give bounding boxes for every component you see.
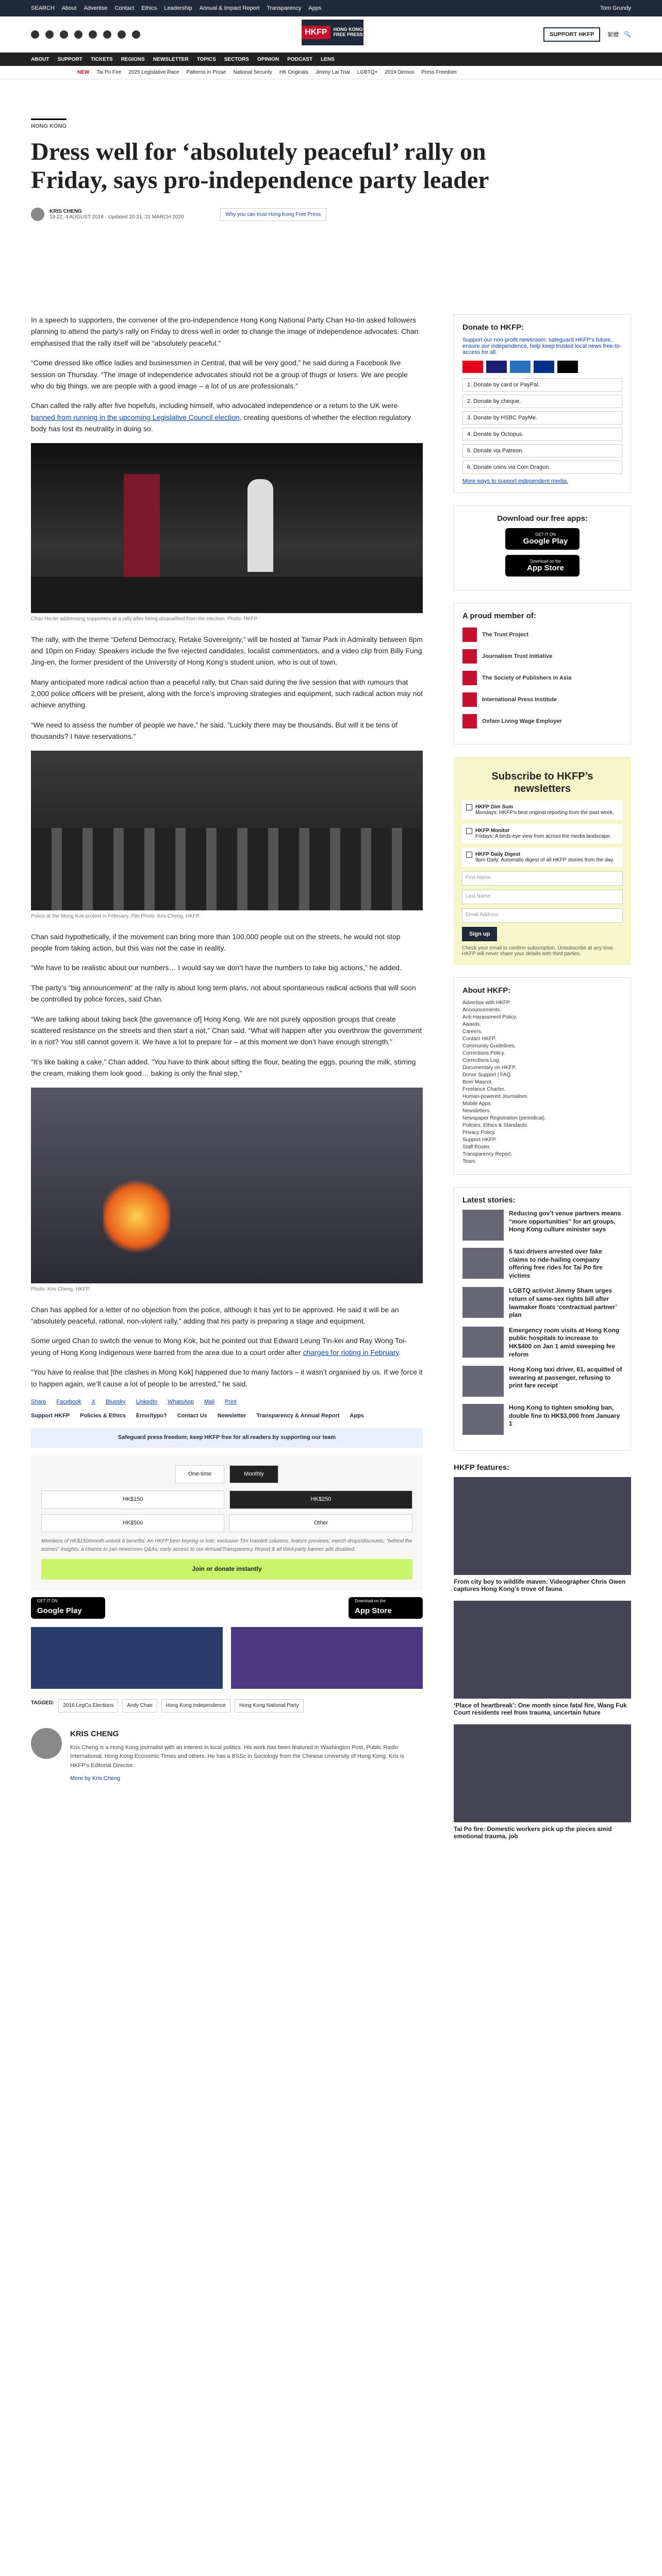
story-title[interactable]: Reducing gov’t venue partners means “more opportunities” for art groups, Hong Kong culture minister says xyxy=(509,1210,621,1233)
banner-flag xyxy=(124,474,160,587)
last-name-input[interactable]: Last Name xyxy=(462,890,623,904)
subnav-item[interactable]: 2019 Demos xyxy=(385,70,415,75)
paragraph: “You have to realise that [the clashes in Mong Kok] happened due to many factors – it wasn’t organised by us. If we force it to happen again, we’ll cause a lot of people to be arrested,” he said. xyxy=(31,1368,423,1388)
features-list xyxy=(454,1477,631,1840)
amount-option[interactable]: HK$250 xyxy=(229,1490,412,1509)
paragraph: “Come dressed like office ladies and businessmen in Central, that will be very good,” he said during a Facebook live session on Thursday. “The image of independence advocates should not be a group of thugs or losers. We are people who do big things, we are people with a good image – a lot of us are professionals.” xyxy=(31,359,408,390)
instagram-icon[interactable] xyxy=(60,30,68,39)
payment-icons xyxy=(462,361,622,373)
newsletter-option[interactable] xyxy=(462,800,623,820)
story-title[interactable]: Hong Kong taxi driver, 61, acquitted of swearing at passenger, refusing to print fare receipt xyxy=(509,1366,622,1389)
text: Google Play xyxy=(523,537,568,546)
nav-item-sectors[interactable]: SECTORS xyxy=(224,56,249,62)
donate-option[interactable]: 5. Donate via Patreon. xyxy=(462,444,622,457)
mastercard-icon xyxy=(462,361,483,373)
story-title[interactable]: 5 taxi drivers arrested over fake claims to ride-hailing company offering free rides for Tai Po fire victims xyxy=(509,1248,603,1279)
share-link-mail[interactable]: Mail xyxy=(204,1398,215,1405)
author-name[interactable]: KRIS CHENG xyxy=(49,209,82,215)
newsletter-name: HKFP Dim Sum xyxy=(475,804,514,810)
nav-item-support[interactable]: SUPPORT xyxy=(57,56,82,62)
language-toggle[interactable]: 繁體 xyxy=(607,31,619,38)
text: , creating questions of whether the election regulatory body has lost its neutrality in doing so. xyxy=(31,413,411,433)
social-icons xyxy=(31,30,140,39)
crowd xyxy=(31,577,423,613)
latest-box xyxy=(454,1187,631,1451)
author-box xyxy=(31,1728,423,1784)
caption: Photo: Kris Cheng, HKFP. xyxy=(31,1286,90,1292)
latest-story[interactable] xyxy=(462,1287,622,1319)
subnav-item[interactable]: 2025 Legislative Race xyxy=(128,70,179,75)
donate-option[interactable]: 1. Donate by card or PayPal. xyxy=(462,378,622,392)
rss-icon[interactable] xyxy=(132,30,140,39)
subnav-item[interactable]: Patterns in Prose xyxy=(186,70,226,75)
about-link[interactable]: Transparency Report. xyxy=(462,1151,512,1157)
nav-item-regions[interactable]: REGIONS xyxy=(121,56,145,62)
story-title[interactable]: LGBTQ activist Jimmy Sham urges return of same-sex rights bill after lawmaker floats ‘contractual partner’ plan xyxy=(509,1287,617,1319)
signup-button[interactable]: Sign up xyxy=(462,927,497,941)
about-link[interactable]: Corrections Log. xyxy=(462,1058,501,1063)
newsletter-desc: Fridays: A birds-eye view from across the media landscape. xyxy=(475,834,611,839)
frequency-tab[interactable]: Monthly xyxy=(229,1465,278,1484)
newsletter-box xyxy=(454,757,631,965)
category-kicker[interactable]: HONG KONG xyxy=(31,118,67,129)
footer-link[interactable]: Support HKFP xyxy=(31,1413,70,1419)
about-link[interactable]: Announcements. xyxy=(462,1007,502,1013)
paypal-icon xyxy=(534,361,554,373)
donate-option[interactable]: 4. Donate by Octopus. xyxy=(462,428,622,441)
member-logo-icon xyxy=(462,692,477,707)
checkbox-icon[interactable] xyxy=(466,852,472,858)
member-item[interactable] xyxy=(462,649,622,664)
about-link[interactable]: Careers. xyxy=(462,1029,483,1035)
article-body xyxy=(31,314,423,1784)
donate-options xyxy=(462,378,622,474)
footer-link[interactable]: Newsletter xyxy=(217,1413,246,1419)
share-link-facebook[interactable]: Facebook xyxy=(56,1398,81,1405)
newsletter-text xyxy=(475,804,614,816)
subnav-item[interactable]: LGBTQ+ xyxy=(357,70,378,75)
latest-story[interactable] xyxy=(462,1327,622,1359)
latest-story[interactable] xyxy=(462,1404,622,1435)
author-bio: Kris Cheng is a Hong Kong journalist with an interest in local politics. His work has been featured in Washington Post, Public Radio International, Hong Kong Economic Times and others. He has a BSSc in Sociology from the Chinese University of Hong Kong. Kris is HKFP’s Editorial Director. xyxy=(70,1744,405,1769)
ethics-link[interactable]: Ethics xyxy=(141,5,157,11)
fire xyxy=(103,1180,170,1252)
latest-story[interactable] xyxy=(462,1210,622,1241)
author-name[interactable]: KRIS CHENG xyxy=(70,1729,119,1738)
member-name: International Press Institute xyxy=(482,697,557,703)
about-link[interactable]: Policies, Ethics & Standards. xyxy=(462,1123,528,1128)
feature-image[interactable] xyxy=(454,1601,631,1699)
member-name: Journalism Trust Initiative xyxy=(482,653,553,659)
paragraph: Chan said hypothetically, if the movement can bring more than 100,000 people out on the streets, he would not stop people from taking action, but this was not the case in reality. xyxy=(31,932,401,953)
visa-icon xyxy=(486,361,507,373)
caption: Police at the Mong Kok protest in February. File Photo: Kris Cheng, HKFP. xyxy=(31,913,201,919)
footer-link[interactable]: Contact Us xyxy=(177,1413,207,1419)
share-link-linkedin[interactable]: LinkedIn xyxy=(136,1398,158,1405)
sub-nav xyxy=(0,66,662,79)
tag[interactable]: Hong Kong National Party xyxy=(235,1699,304,1713)
about-link[interactable]: Advertise with HKFP. xyxy=(462,1000,511,1006)
nav-item-opinion[interactable]: OPINION xyxy=(257,56,279,62)
frequency-tabs xyxy=(175,1465,278,1484)
features-box xyxy=(454,1463,631,1840)
feature-title[interactable]: From city boy to wildlife maven: Videographer Chris Owen captures Hong Kong’s trove of fauna xyxy=(454,1578,626,1593)
about-box xyxy=(454,977,631,1175)
contact-link[interactable]: Contact xyxy=(114,5,135,11)
benefits-note: Members of HK$150/month unlock 6 benefits: An HKFP beer keyring or tote; exclusive Tim Hamlett columns; feature previews; merch drops/discounts; “behind the scenes” insights; a chance to join newsroom Q&As; early access to our Annual/Transparency Report & all third-party banner ads disabled. xyxy=(41,1538,412,1553)
text: Download on the xyxy=(355,1599,386,1604)
latest-story[interactable] xyxy=(462,1248,622,1280)
about-link[interactable]: Human-powered Journalism. xyxy=(462,1094,528,1099)
photo-fire xyxy=(31,1088,423,1283)
text: GET IT ON xyxy=(535,532,556,537)
about-link[interactable]: Team. xyxy=(462,1159,477,1164)
avatar[interactable] xyxy=(31,1728,62,1759)
hkfp-logo[interactable] xyxy=(302,20,363,45)
features-title: HKFP features: xyxy=(454,1463,510,1472)
about-link[interactable]: Mobile Apps. xyxy=(462,1101,492,1107)
byline: KRIS CHENG 19:22, 4 AUGUST 2018 · Updated 20:21, 21 MARCH 2020 Why you can trust Hong Kong Free Press xyxy=(31,208,631,221)
footer-link[interactable]: Policies & Ethics xyxy=(80,1413,126,1419)
feature-title[interactable]: Tai Po fire: Domestic workers pick up the pieces amid emotional trauma, job xyxy=(454,1825,612,1840)
donate-option[interactable]: 2. Donate by cheque. xyxy=(462,395,622,408)
footer-link[interactable]: Transparency & Annual Report xyxy=(256,1413,340,1419)
feature-image[interactable] xyxy=(454,1724,631,1822)
ethics-promo[interactable] xyxy=(31,1627,223,1689)
member-logo-icon xyxy=(462,714,477,728)
about-link[interactable]: Anti-Harassment Policy. xyxy=(462,1014,517,1020)
nav-item-topics[interactable]: TOPICS xyxy=(196,56,216,62)
amount-option[interactable]: Other xyxy=(229,1514,412,1533)
search-link[interactable]: SEARCH xyxy=(31,5,55,11)
nav-item-tickets[interactable]: TICKETS xyxy=(90,56,113,62)
story-thumbnail[interactable] xyxy=(462,1287,504,1318)
newsletter-name: HKFP Daily Digest xyxy=(475,852,521,857)
promo-tiles xyxy=(31,1627,423,1689)
story-thumbnail[interactable] xyxy=(462,1327,504,1358)
first-name-input[interactable]: First Name xyxy=(462,871,623,886)
member-list xyxy=(462,628,622,728)
subnav-item[interactable]: National Security xyxy=(233,70,272,75)
amex-icon xyxy=(510,361,531,373)
about-link[interactable]: Newspaper Registration (periodical). xyxy=(462,1115,546,1121)
annual-report-link[interactable]: Annual & Impact Report xyxy=(199,5,260,11)
about-link[interactable]: Awards. xyxy=(462,1022,481,1027)
tag[interactable]: Hong Kong Independence xyxy=(161,1699,230,1713)
user-link[interactable]: Tom Grundy xyxy=(600,5,631,11)
newsletter-list xyxy=(462,800,623,867)
paragraph: Chan has applied for a letter of no objection from the police, although it has yet to be approved. He said it will be an “absolutely peaceful, rational, non-violent rally,” adding that his party is preparing a stage and equipment. xyxy=(31,1305,399,1325)
member-logo-icon xyxy=(462,649,477,664)
paragraph: “We have to be realistic about our numbers… I would say we don’t have the numbers to take big actions,” he added. xyxy=(31,963,402,972)
share-link-share: Share xyxy=(31,1398,46,1405)
paragraph: The party’s “big announcement” at the rally is about long term plans, not about spontaneous radical actions that will soon be controlled by police forces, said Chan. xyxy=(31,983,416,1004)
more-by-link[interactable]: More by Kris Cheng xyxy=(70,1775,121,1782)
updated-date: Updated 20:21, 21 MARCH 2020 xyxy=(108,214,184,221)
subnav-item[interactable]: Press Freedom xyxy=(421,70,457,75)
support-hkfp-button[interactable]: SUPPORT HKFP xyxy=(543,27,600,42)
paragraph xyxy=(31,1335,423,1358)
tag-list xyxy=(31,1699,423,1713)
donate-title: Donate to HKFP: xyxy=(462,323,524,332)
text: App Store xyxy=(355,1606,392,1616)
tags-label: TAGGED: xyxy=(31,1700,55,1706)
latest-list xyxy=(462,1210,622,1435)
paragraph: The rally, with the theme “Defend Democracy, Retake Sovereignty,” will be hosted at Tamar Park in Admiralty between 8pm and 10pm on Friday. Speakers include the five rejected candidates, localist commentators, and a video clip from Billy Fung Jing-en, the former president of the University of Hong Kong’s student union, who is out of town. xyxy=(31,635,423,667)
story-thumbnail[interactable] xyxy=(462,1248,504,1279)
more-ways-link[interactable]: More ways to support independent media. xyxy=(462,478,568,484)
newsletter-title: Subscribe to HKFP’s newsletters xyxy=(491,771,593,794)
nav-item-lens[interactable]: LENS xyxy=(321,56,335,62)
story-title[interactable]: Emergency room visits at Hong Kong public hospitals to increase to HK$400 on Jan 1 amid sweeping fee reform xyxy=(509,1326,620,1358)
about-link[interactable]: About xyxy=(61,5,77,11)
share-link-whatsapp[interactable]: WhatsApp xyxy=(168,1398,194,1405)
publish-date: 19:22, 4 AUGUST 2018 xyxy=(49,214,104,221)
member-item[interactable] xyxy=(462,692,622,707)
footer-link[interactable]: Error/typo? xyxy=(136,1413,167,1419)
text: Google Play xyxy=(37,1606,82,1616)
text: . xyxy=(399,1348,401,1357)
paragraph: In a speech to supporters, the convener of the pro-independence Hong Kong National Party Chan Ho-tin asked followers planning to attend the party’s rally on Friday to dress well in order to change the image of independence advocates. Chan emphasised that the rally itself will be “absolutely peaceful.” xyxy=(31,316,419,347)
app-store-button[interactable] xyxy=(349,1597,423,1619)
logo-mark: HKFP xyxy=(302,26,330,39)
latest-story[interactable] xyxy=(462,1366,622,1397)
tag[interactable]: Andy Chan xyxy=(122,1699,157,1713)
google-play-button[interactable] xyxy=(505,528,580,550)
paragraph: “It’s like baking a cake,” Chan added. “You have to think about sifting the flour, beating the eggs, pouring the milk, stirring the cream, making them look good… baking is only the final step.” xyxy=(31,1057,416,1078)
newsletter-name: HKFP Monitor xyxy=(475,828,510,834)
facebook-icon[interactable] xyxy=(31,30,39,39)
amount-options xyxy=(41,1514,412,1533)
about-link[interactable]: Corrections Policy. xyxy=(462,1050,505,1056)
nav-item-podcast[interactable]: PODCAST xyxy=(287,56,313,62)
about-title: About HKFP: xyxy=(462,986,511,995)
support-promo[interactable] xyxy=(231,1627,423,1689)
photo-rally xyxy=(31,443,423,613)
newsletter-desc: Mondays: HKFP’s best original reporting from the past week. xyxy=(475,810,614,816)
about-link[interactable]: Community Guidelines. xyxy=(462,1043,516,1049)
member-name: The Trust Project xyxy=(482,632,528,638)
about-link[interactable]: Beer Mascot. xyxy=(462,1079,493,1085)
caption: Chan Ho-tin addressing supporters at a rally after being disqualified from the election. Photo: HKFP. xyxy=(31,616,258,622)
latest-title: Latest stories: xyxy=(462,1196,516,1205)
banned-link[interactable]: banned from running in the upcoming Legislative Council election xyxy=(31,413,240,421)
youtube-icon[interactable] xyxy=(89,30,97,39)
join-donate-button[interactable]: Join or donate instantly xyxy=(41,1559,412,1579)
nav-item-newsletter[interactable]: NEWSLETTER xyxy=(153,56,189,62)
search-icon[interactable]: 🔍 xyxy=(624,31,631,38)
advertise-link[interactable]: Advertise xyxy=(84,5,108,11)
paragraph: “We need to assess the number of people we have,” he said. “Luckily there may be thousands. But will it be tens of thousands? I have reservations.” xyxy=(31,720,398,741)
story-title[interactable]: Hong Kong to tighten smoking ban, double fine to HK$3,000 from January 1 xyxy=(509,1404,620,1428)
donate-box xyxy=(454,314,631,493)
checkbox-icon[interactable] xyxy=(466,804,472,810)
share-bar xyxy=(31,1398,423,1407)
apps-link[interactable]: Apps xyxy=(308,5,322,11)
donate-option[interactable]: 6. Donate coins via Coin Dragon. xyxy=(462,461,622,474)
new-badge: NEW xyxy=(77,70,90,75)
donate-option[interactable]: 3. Donate by HSBC PayMe. xyxy=(462,411,622,425)
subnav-item[interactable]: Tai Po Fire xyxy=(96,70,122,75)
about-link[interactable]: Documentary on HKFP. xyxy=(462,1065,517,1071)
about-link[interactable]: Support HKFP. xyxy=(462,1137,496,1143)
about-link[interactable]: Freelance Charter. xyxy=(462,1087,505,1092)
members-title: A proud member of: xyxy=(462,612,536,620)
paragraph: “We are talking about taking back [the governance of] Hong Kong. We are not purely opposition groups that create scattered resistance on the streets and then start a riot,” Chan said. “What will happen after you overthrow the government in a riot? You still cannot govern it. We have a lot to prepare for – at this moment we don’t have enough strength.” xyxy=(31,1014,422,1046)
text: Download on the xyxy=(529,559,561,564)
apps-box xyxy=(454,505,631,590)
transparency-link[interactable]: Transparency xyxy=(267,5,302,11)
story-thumbnail[interactable] xyxy=(462,1404,504,1435)
subnav-item[interactable]: HK Originals xyxy=(279,70,308,75)
member-item[interactable] xyxy=(462,671,622,685)
about-link[interactable]: Newsletters. xyxy=(462,1108,491,1114)
article-header xyxy=(31,118,631,221)
nav-item-about[interactable]: ABOUT xyxy=(31,56,49,62)
checkbox-icon[interactable] xyxy=(466,828,472,834)
about-list xyxy=(462,1000,622,1164)
amount-option[interactable]: HK$150 xyxy=(41,1490,224,1509)
main-nav xyxy=(0,53,662,66)
newsletter-option[interactable] xyxy=(462,824,623,843)
members-box xyxy=(454,603,631,744)
donate-intro[interactable]: Support our non-profit newsroom: safeguard HKFP’s future, ensure our independence, help keep trusted local news free-to-access for all. xyxy=(462,337,622,355)
bluesky-icon[interactable] xyxy=(118,30,126,39)
member-name: The Society of Publishers in Asia xyxy=(482,675,572,681)
frequency-tab[interactable]: One-time xyxy=(175,1465,224,1484)
about-link[interactable]: Privacy Policy. xyxy=(462,1130,496,1136)
member-logo-icon xyxy=(462,671,477,685)
applepay-icon xyxy=(557,361,578,373)
amount-options xyxy=(41,1490,412,1509)
leadership-link[interactable]: Leadership xyxy=(164,5,192,11)
top-bar xyxy=(0,0,662,16)
feature-image[interactable] xyxy=(454,1477,631,1575)
footer-links xyxy=(31,1412,423,1421)
threads-icon[interactable] xyxy=(74,30,82,39)
text: App Store xyxy=(527,564,564,572)
linkedin-icon[interactable] xyxy=(103,30,111,39)
member-item[interactable] xyxy=(462,714,622,728)
tag[interactable]: 2016 LegCo Elections xyxy=(58,1699,118,1713)
paragraph xyxy=(31,400,423,434)
subnav-item[interactable]: Jimmy Lai Trial xyxy=(316,70,350,75)
newsletter-option[interactable] xyxy=(462,848,623,867)
footer-link[interactable]: Apps xyxy=(350,1413,364,1419)
page-title: Dress well for ‘absolutely peaceful’ rally on Friday, says pro-independence party leader xyxy=(31,138,489,194)
newsletter-desc: 9pm Daily: Automatic digest of all HKFP stories from the day. xyxy=(475,857,615,863)
newsletter-note: Check your email to confirm subscription. Unsubscribe at any time. HKFP will never share your details with third parties. xyxy=(462,945,615,957)
trust-link[interactable]: Why you can trust Hong Kong Free Press xyxy=(220,208,327,221)
speaker-figure xyxy=(247,479,273,572)
apps-title: Download our free apps: xyxy=(497,514,588,523)
text: GET IT ON xyxy=(37,1599,58,1604)
amount-option[interactable]: HK$500 xyxy=(41,1514,224,1533)
text: Some urged Chan to switch the venue to Mong Kok, but he pointed out that Edward Leung Tin-kei and Ray Wong Toi-yeung of Hong Kong Indigenous were barred from the area due to a court order after xyxy=(31,1336,407,1357)
about-link[interactable]: Donor Support | FAQ. xyxy=(462,1072,512,1078)
support-banner[interactable]: Safeguard press freedom; keep HKFP free for all readers by supporting our team xyxy=(31,1428,423,1448)
newsletter-text xyxy=(475,852,614,863)
story-thumbnail[interactable] xyxy=(462,1366,504,1397)
app-store-button[interactable] xyxy=(505,555,580,577)
sidebar xyxy=(454,314,631,1852)
google-play-button[interactable] xyxy=(31,1597,105,1619)
member-name: Oxfam Living Wage Employer xyxy=(482,718,562,724)
share-link-bluesky[interactable]: Bluesky xyxy=(106,1398,126,1405)
paragraph: Many anticipated more radical action than a peaceful rally, but Chan said during the live session that with rumours that 2,000 police officers will be present, along with the force’s improving strategies and equipment, such radical action may not achieve anything. xyxy=(31,677,423,709)
about-link[interactable]: Contact HKFP. xyxy=(462,1036,496,1042)
logo-name: HONG KONG FREE PRESS xyxy=(333,27,363,37)
text: Chan called the rally after five hopefuls, including himself, who advocated independence or a return to the UK were xyxy=(31,401,398,410)
email-input[interactable]: Email Address xyxy=(462,908,623,923)
feature-title[interactable]: ‘Place of heartbreak’: One month since fatal fire, Wang Fuk Court residents reel from trauma, uncertain future xyxy=(454,1702,627,1717)
share-link-x[interactable]: X xyxy=(91,1398,96,1405)
police-line xyxy=(31,828,423,910)
photo-police xyxy=(31,751,423,910)
story-thumbnail[interactable] xyxy=(462,1210,504,1241)
share-link-print[interactable]: Print xyxy=(225,1398,237,1405)
newsletter-text xyxy=(475,828,611,839)
charges-link[interactable]: charges for rioting in February xyxy=(303,1348,399,1357)
x-icon[interactable] xyxy=(45,30,54,39)
donate-widget xyxy=(31,1455,423,1590)
member-item[interactable] xyxy=(462,628,622,642)
avatar[interactable] xyxy=(31,208,44,221)
member-logo-icon xyxy=(462,628,477,642)
about-link[interactable]: Staff Roster. xyxy=(462,1144,491,1150)
